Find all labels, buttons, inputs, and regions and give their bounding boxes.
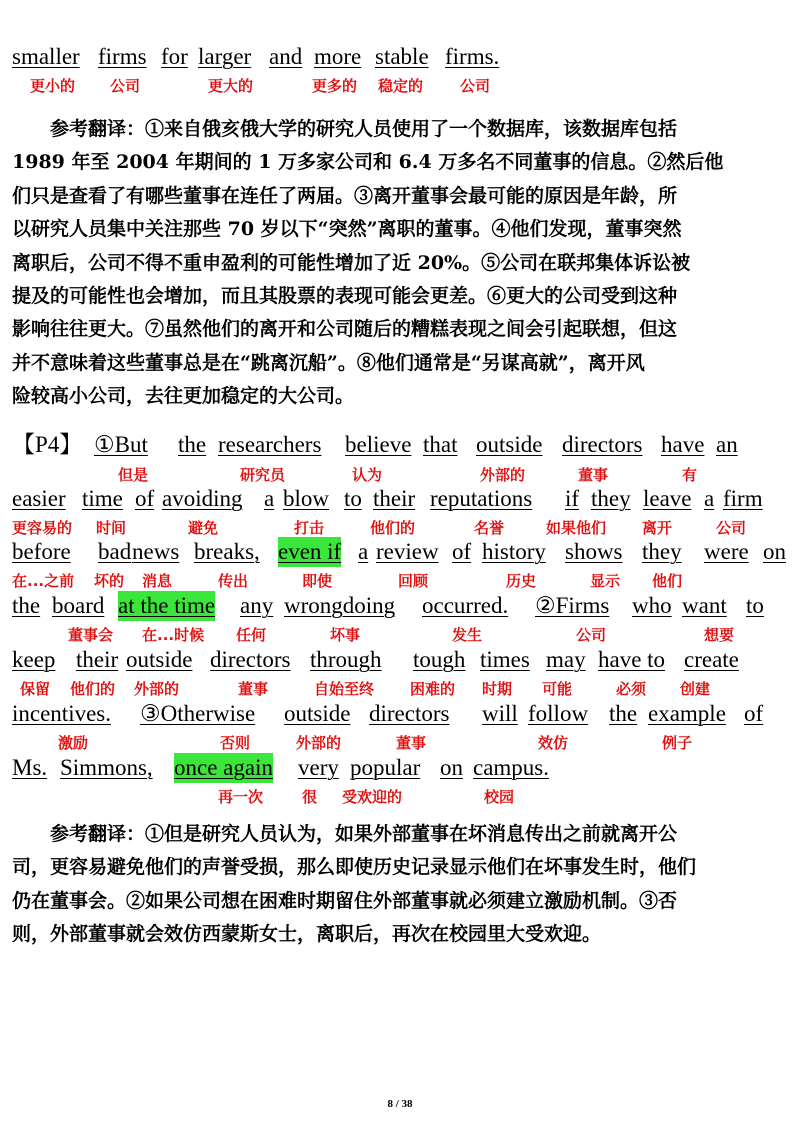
annotation: 消息	[142, 572, 173, 590]
english-word: if	[565, 486, 580, 511]
annotation: 公司	[576, 626, 607, 644]
annotation: 困难的	[410, 680, 456, 698]
annotation: 更容易的	[12, 519, 73, 537]
translation-line: 参考翻译：①来自俄亥俄大学的研究人员使用了一个数据库，该数据库包括	[50, 118, 678, 140]
english-word: for	[161, 44, 188, 69]
english-word: believe	[345, 432, 412, 457]
annotation: 坏事	[330, 626, 361, 644]
english-line	[12, 537, 788, 567]
annotation: 董事	[396, 734, 427, 752]
english-word: news	[132, 539, 180, 564]
annotation: 时期	[482, 680, 513, 698]
english-word: create	[684, 647, 739, 672]
annotation: 名誉	[474, 519, 505, 537]
reference-translation	[12, 818, 788, 952]
english-word: very	[298, 755, 339, 780]
english-word: shows	[565, 539, 623, 564]
english-word: reputations	[430, 486, 533, 511]
english-word: incentives.	[12, 701, 111, 726]
annotation: 董事会	[68, 626, 114, 644]
english-word: they	[642, 539, 682, 564]
annotation: 创建	[680, 680, 711, 698]
english-word: larger	[198, 44, 252, 69]
english-word: directors	[369, 701, 450, 726]
english-word: smaller	[12, 44, 80, 69]
annotation: 但是	[118, 466, 149, 484]
english-word: outside	[126, 647, 193, 672]
english-word: their	[76, 647, 119, 672]
annotation: 即使	[302, 572, 333, 590]
english-word: time	[82, 486, 123, 511]
english-word: wrongdoing	[284, 593, 396, 618]
annotation: 时间	[96, 519, 127, 537]
english-line	[12, 699, 788, 729]
english-word: to	[746, 593, 764, 618]
english-word: ③Otherwise	[140, 701, 256, 726]
annotation: 在...时候	[142, 626, 205, 644]
english-word: of	[452, 539, 472, 564]
annotation: 保留	[20, 680, 51, 698]
english-word: follow	[528, 701, 589, 726]
annotation: 离开	[642, 519, 673, 537]
english-word: times	[480, 647, 530, 672]
english-word: on	[440, 755, 463, 780]
annotation: 外部的	[296, 734, 342, 752]
highlighted-phrase: even if	[278, 537, 341, 567]
english-word: were	[704, 539, 749, 564]
annotation: 自始至终	[314, 680, 375, 698]
english-word: Ms.	[12, 755, 48, 780]
english-word: may	[546, 647, 586, 672]
english-word: a	[264, 486, 275, 511]
annotation: 如果他们	[546, 519, 607, 537]
english-word: campus.	[473, 755, 550, 780]
annotation: 更小的	[30, 77, 76, 95]
annotation: 公司	[110, 77, 141, 95]
english-word: the	[178, 432, 207, 457]
english-word: researchers	[218, 432, 322, 457]
annotation: 更大的	[208, 77, 254, 95]
annotation: 公司	[460, 77, 491, 95]
english-word: will	[482, 701, 518, 726]
annotation: 任何	[236, 626, 267, 644]
annotation-line	[12, 731, 788, 755]
english-word: of	[135, 486, 155, 511]
english-word: example	[648, 701, 726, 726]
english-word: and	[269, 44, 303, 69]
translation-line: 则，外部董事就会效仿西蒙斯女士，离职后，再次在校园里大受欢迎。	[12, 923, 602, 946]
english-word: of	[744, 701, 764, 726]
annotation-line	[12, 623, 788, 647]
annotation: 董事	[238, 680, 269, 698]
english-word: firms.	[445, 44, 500, 69]
annotation: 激励	[58, 734, 89, 752]
annotation: 发生	[452, 626, 483, 644]
annotation: 他们	[652, 572, 683, 590]
translation-line: 提及的可能性也会增加，而且其股票的表现可能会更差。⑥更大的公司受到这种	[12, 285, 678, 308]
english-word: any	[240, 593, 274, 618]
english-word: breaks,	[194, 539, 260, 564]
annotation-line	[12, 569, 788, 593]
annotation: 很	[302, 788, 318, 806]
annotation: 避免	[188, 519, 219, 537]
english-word: they	[591, 486, 631, 511]
english-word: Simmons,	[60, 755, 153, 780]
annotation: 必须	[616, 680, 647, 698]
annotation: 显示	[590, 572, 621, 590]
english-word: ①But	[94, 432, 148, 457]
english-word: directors	[562, 432, 643, 457]
english-word: to	[344, 486, 362, 511]
annotation: 历史	[506, 572, 537, 590]
english-word: directors	[210, 647, 291, 672]
english-word: a	[704, 486, 715, 511]
annotation: 有	[682, 466, 698, 484]
annotation: 效仿	[538, 734, 569, 752]
reference-translation	[12, 113, 788, 414]
english-word: outside	[284, 701, 351, 726]
english-line	[12, 645, 788, 675]
english-word: ②Firms	[535, 593, 610, 618]
highlighted-phrase: once again	[174, 753, 273, 783]
english-word: keep	[12, 647, 56, 672]
english-word: history	[482, 539, 546, 564]
annotation: 外部的	[134, 680, 180, 698]
translation-line: 影响往往更大。⑦虽然他们的离开和公司随后的糟糕表现之间会引起联想，但这	[12, 318, 678, 341]
annotation: 更多的	[312, 77, 358, 95]
annotation-line	[12, 785, 788, 809]
annotation: 可能	[542, 680, 573, 698]
annotation: 董事	[578, 466, 609, 484]
english-word: a	[358, 539, 369, 564]
highlighted-phrase: at the time	[118, 591, 215, 621]
english-word: outside	[476, 432, 543, 457]
annotation: 否则	[220, 734, 251, 752]
translation-line: 们只是查看了有哪些董事在连任了两届。③离开董事会最可能的原因是年龄，所	[12, 184, 678, 207]
english-word: an	[716, 432, 738, 457]
annotation: 稳定的	[378, 77, 424, 95]
english-word: through	[310, 647, 382, 672]
english-line	[12, 591, 788, 621]
translation-line: 险较高小公司，去往更加稳定的大公司。	[12, 385, 355, 408]
annotation: 研究员	[240, 466, 286, 484]
annotation: 再一次	[218, 788, 264, 806]
annotation: 公司	[716, 519, 747, 537]
translation-line: 并不意味着这些董事总是在“跳离沉船”。⑧他们通常是“另谋高就”，离开风	[12, 351, 645, 374]
page-number: 8 / 38	[387, 1098, 413, 1110]
english-word: board	[52, 593, 105, 618]
english-word: firm	[723, 486, 763, 511]
english-word: want	[682, 593, 727, 618]
annotation: 想要	[704, 626, 735, 644]
english-word: tough	[413, 647, 466, 672]
english-word: on	[763, 539, 786, 564]
annotation: 校园	[484, 788, 515, 806]
english-word: firms	[98, 44, 147, 69]
english-line	[12, 430, 788, 460]
english-word: blow	[283, 486, 329, 511]
english-word: popular	[350, 755, 421, 780]
annotation: 认为	[352, 466, 383, 484]
english-word: occurred.	[422, 593, 509, 618]
english-word: have	[661, 432, 705, 457]
translation-line: 离职后，公司不得不重申盈利的可能性增加了近 20%。⑤公司在联邦集体诉讼被	[12, 251, 691, 274]
english-line	[12, 753, 788, 783]
annotation-line	[12, 74, 788, 98]
translation-line: 仍在董事会。②如果公司想在困难时期留住外部董事就必须建立激励机制。③否	[12, 889, 678, 912]
annotation: 外部的	[480, 466, 526, 484]
english-word: their	[373, 486, 416, 511]
translation-line: 司，更容易避免他们的声誉受损，那么即使历史记录显示他们在坏事发生时，他们	[12, 856, 697, 879]
english-word: before	[12, 539, 71, 564]
english-word: avoiding	[162, 486, 243, 511]
annotation-line	[12, 677, 788, 701]
english-word: easier	[12, 486, 66, 511]
annotation: 受欢迎的	[342, 788, 403, 806]
annotation: 他们的	[70, 680, 116, 698]
translation-line: 1989 年至 2004 年期间的 1 万多家公司和 6.4 万多名不同董事的信息。②然后他	[12, 151, 724, 174]
english-word: the	[609, 701, 638, 726]
english-word: stable	[375, 44, 429, 69]
english-word: bad	[98, 539, 132, 564]
annotation: 传出	[218, 572, 249, 590]
translation-line: 以研究人员集中关注那些 70 岁以下“突然”离职的董事。④他们发现，董事突然	[12, 218, 682, 241]
annotation: 他们的	[370, 519, 416, 537]
paragraph-marker: 【P4】	[12, 432, 83, 457]
english-word: more	[314, 44, 362, 69]
english-word: that	[423, 432, 458, 457]
english-line	[12, 42, 788, 72]
english-word: have to	[598, 647, 666, 672]
annotation: 例子	[662, 734, 693, 752]
english-word: the	[12, 593, 41, 618]
english-line	[12, 484, 788, 514]
english-word: review	[376, 539, 439, 564]
annotation: 在...之前	[12, 572, 75, 590]
english-word: leave	[643, 486, 692, 511]
english-word: who	[632, 593, 672, 618]
annotation: 坏的	[94, 572, 125, 590]
translation-line: 参考翻译：①但是研究人员认为，如果外部董事在坏消息传出之前就离开公	[50, 823, 678, 845]
annotation: 回顾	[398, 572, 429, 590]
annotation: 打击	[294, 519, 325, 537]
